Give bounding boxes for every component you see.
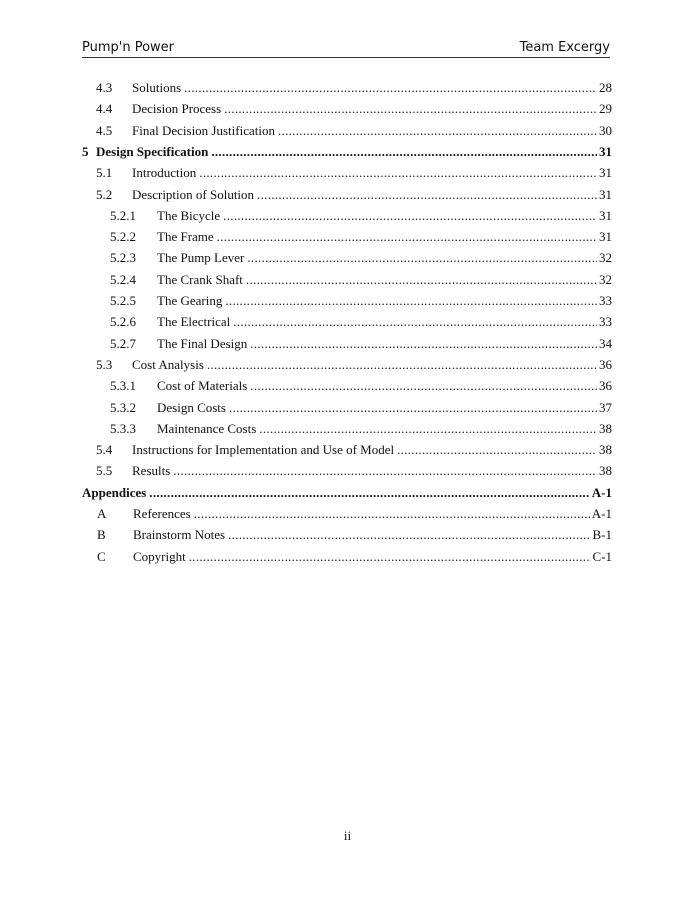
toc-entry-page: 38: [599, 420, 612, 436]
toc-entry[interactable]: [110, 421, 612, 441]
toc-entry-page: 31: [599, 186, 612, 202]
toc-entry-title: Cost of Materials: [157, 378, 248, 394]
toc-entry-title: The Gearing: [157, 293, 223, 308]
toc-entry-page: 33: [599, 314, 612, 330]
toc-dot-leader: [225, 293, 597, 309]
toc-entry-page: 29: [599, 101, 612, 117]
toc-entry-page: 32: [599, 250, 612, 266]
toc-entry-title: Design Specification: [96, 143, 209, 159]
toc-entry-page: A-1: [591, 506, 612, 521]
toc-dot-leader: [194, 506, 590, 522]
toc-entry[interactable]: [110, 208, 612, 228]
toc-entry[interactable]: [96, 80, 612, 100]
toc-entry-number: 5.2.7: [110, 335, 136, 351]
toc-dot-leader: [189, 549, 591, 565]
toc-dot-leader: [211, 144, 597, 160]
toc-entry[interactable]: [97, 506, 612, 526]
toc-entry-number: 4.3: [96, 80, 113, 95]
toc-entry-number: 5.3.1: [110, 378, 136, 394]
toc-entry-number: 4.5: [96, 122, 113, 138]
toc-entry-title: Introduction: [132, 165, 197, 181]
toc-dot-leader: [149, 485, 589, 501]
toc-dot-leader: [259, 421, 597, 437]
toc-dot-leader: [250, 378, 597, 394]
toc-entry[interactable]: [110, 293, 612, 313]
toc-dot-leader: [173, 463, 597, 479]
toc-dot-leader: [278, 123, 597, 139]
toc-entry-title: Final Decision Justification: [132, 122, 275, 138]
toc-entry-number: 5.2: [96, 186, 113, 202]
toc-entry-page: 28: [599, 80, 612, 95]
toc-entry[interactable]: [97, 549, 612, 569]
toc-entry-page: 33: [599, 293, 612, 308]
toc-entry[interactable]: [96, 442, 612, 462]
toc-entry-page: 31: [599, 229, 612, 245]
toc-entry[interactable]: [82, 144, 612, 164]
header-document-title: Pump'n Power: [82, 40, 175, 55]
toc-entry-page: 37: [599, 399, 612, 415]
toc-entry-title: Instructions for Implementation and Use of Model: [132, 442, 395, 458]
toc-dot-leader: [229, 400, 597, 416]
toc-dot-leader: [257, 187, 597, 203]
toc-dot-leader: [250, 336, 597, 352]
page-header: [82, 40, 610, 58]
toc-entry-page: 36: [599, 356, 612, 372]
toc-dot-leader: [397, 442, 597, 458]
toc-entry-page: 31: [599, 207, 612, 223]
toc-entry-number: 5.4: [96, 442, 113, 458]
toc-entry-number: 5.2.2: [110, 229, 136, 245]
toc-dot-leader: [199, 165, 597, 181]
toc-dot-leader: [247, 250, 597, 266]
toc-entry[interactable]: [110, 229, 612, 249]
toc-entry-page: B-1: [592, 527, 612, 543]
toc-entry-number: 4.4: [96, 101, 113, 117]
toc-entry-page: 34: [599, 335, 612, 351]
toc-entry-title: Description of Solution: [132, 186, 255, 202]
toc-entry-title: Maintenance Costs: [157, 420, 257, 436]
toc-dot-leader: [246, 272, 597, 288]
toc-entry[interactable]: [110, 378, 612, 398]
toc-entry-page: 31: [599, 143, 612, 159]
toc-entry[interactable]: [110, 272, 612, 292]
toc-entry[interactable]: [97, 527, 612, 547]
toc-entry-title: Cost Analysis: [132, 356, 204, 372]
toc-entry-number: B: [97, 527, 106, 543]
toc-entry-title: Brainstorm Notes: [133, 527, 226, 543]
toc-entry-title: The Electrical: [157, 314, 231, 330]
toc-entry-number: 5.5: [96, 463, 113, 479]
toc-entry-title: References: [133, 506, 191, 521]
toc-dot-leader: [217, 229, 597, 245]
toc-entry[interactable]: [110, 336, 612, 356]
toc-entry[interactable]: [96, 101, 612, 121]
toc-entry-title: The Crank Shaft: [157, 271, 243, 287]
toc-entry-page: 38: [599, 442, 612, 458]
toc-dot-leader: [228, 527, 590, 543]
toc-dot-leader: [224, 101, 597, 117]
toc-entry-number: 5.2.3: [110, 250, 136, 266]
toc-entry-title: Results: [132, 463, 171, 479]
toc-entry-number: A: [97, 506, 107, 521]
toc-entry-number: 5.2.6: [110, 314, 136, 330]
toc-entry[interactable]: [96, 357, 612, 377]
toc-entry-number: 5.1: [96, 165, 113, 181]
toc-entry[interactable]: [110, 250, 612, 270]
toc-dot-leader: [207, 357, 597, 373]
toc-entry-title: The Pump Lever: [157, 250, 245, 266]
toc-dot-leader: [233, 314, 597, 330]
toc-entry[interactable]: [96, 165, 612, 185]
header-team-name: Team Excergy: [519, 40, 610, 55]
toc-entry[interactable]: [82, 485, 612, 505]
toc-entry-title: Copyright: [133, 548, 186, 564]
toc-entry-title: The Final Design: [157, 335, 248, 351]
toc-entry[interactable]: [96, 187, 612, 207]
toc-entry-number: 5.3.3: [110, 420, 136, 436]
toc-entry[interactable]: [110, 400, 612, 420]
toc-entry-title: The Frame: [157, 229, 214, 245]
toc-entry-number: 5.2.4: [110, 271, 136, 287]
toc-entry-page: 32: [599, 271, 612, 287]
toc-entry[interactable]: [96, 463, 612, 483]
page-number: ii: [343, 828, 352, 843]
toc-entry-number: C: [97, 548, 106, 564]
toc-entry-page: C-1: [592, 548, 612, 564]
toc-entry-title: Design Costs: [157, 399, 226, 415]
toc-entry[interactable]: [96, 123, 612, 143]
toc-entry-title: Solutions: [132, 80, 182, 95]
toc-entry-title: The Bicycle: [157, 207, 221, 223]
toc-entry-page: 36: [599, 378, 612, 394]
toc-entry-number: 5.2.5: [110, 293, 136, 308]
toc-dot-leader: [184, 80, 597, 96]
toc-entry-number: 5.3.2: [110, 399, 136, 415]
toc-entry-number: 5: [82, 143, 89, 159]
toc-entry-title: Decision Process: [132, 101, 222, 117]
toc-entry-page: 30: [599, 122, 612, 138]
toc-entry-title: Appendices: [82, 484, 147, 500]
toc-entry[interactable]: [110, 314, 612, 334]
toc-entry-number: 5.3: [96, 356, 113, 372]
toc-entry-number: 5.2.1: [110, 207, 136, 223]
toc-entry-page: A-1: [591, 484, 612, 500]
toc-entry-page: 31: [599, 165, 612, 181]
toc-entry-page: 38: [599, 463, 612, 479]
toc-dot-leader: [223, 208, 597, 224]
